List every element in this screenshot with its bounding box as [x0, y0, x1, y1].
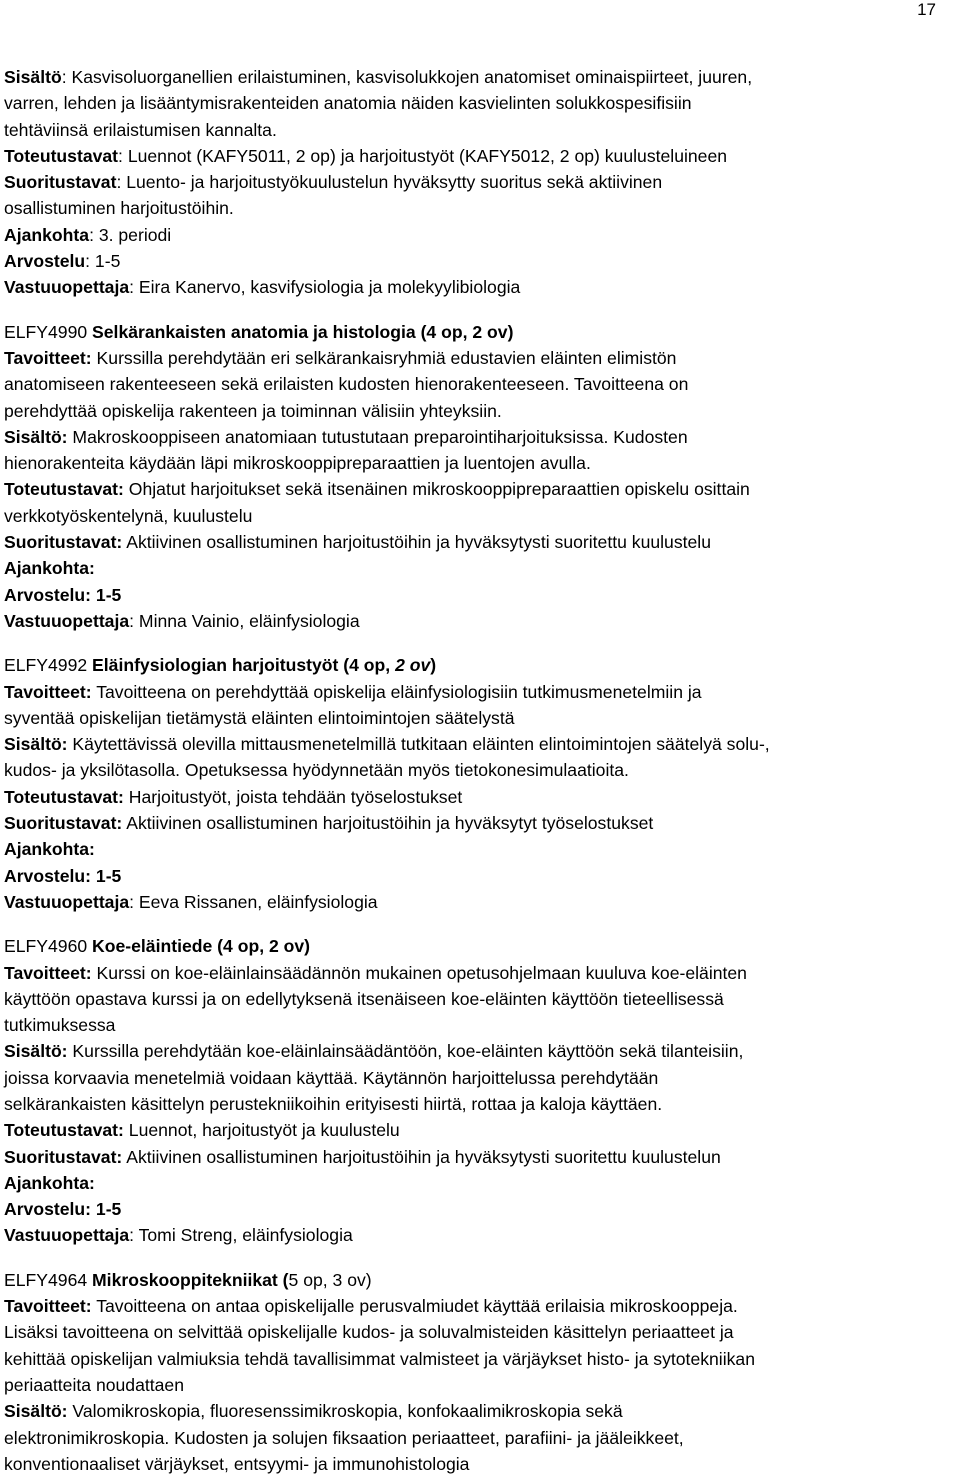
field-label-tavoitteet: Tavoitteet: — [4, 1296, 92, 1317]
course-elfy4990 — [4, 319, 956, 635]
content-line — [4, 169, 956, 195]
course-title-end: ) — [430, 655, 437, 676]
field-label-suoritustavat: Suoritustavat — [4, 172, 117, 193]
content-line — [4, 1293, 956, 1319]
content-line — [4, 1398, 956, 1424]
field-label-tavoitteet: Tavoitteet: — [4, 681, 92, 702]
content-line — [4, 1012, 956, 1038]
field-label-vastuuopettaja: Vastuuopettaja — [4, 891, 130, 912]
field-text: Aktiivinen osallistuminen harjoitustöihin ja hyväksytyt työselostukset — [122, 813, 654, 834]
course-heading — [4, 319, 956, 345]
field-label-ajankohta: Ajankohta — [4, 224, 90, 245]
content-line — [4, 1346, 956, 1372]
course-elfy4960 — [4, 933, 956, 1249]
course-title: Koe-eläintiede (4 op, 2 ov) — [92, 936, 311, 957]
field-text: kehittää opiskelijan valmiuksia tehdä tavallisimmat valmisteet ja värjäykset histo- ja sytotekniikan — [4, 1348, 755, 1369]
content-line — [4, 986, 956, 1012]
course-heading — [4, 1267, 956, 1293]
field-text: osallistuminen harjoitustöihin. — [4, 198, 234, 219]
content-line — [4, 1451, 956, 1477]
field-label-vastuuopettaja: Vastuuopettaja — [4, 1225, 130, 1246]
field-text: : Kasvisoluorganellien erilaistuminen, kasvisolukkojen anatomiset ominaispiirteet, juuren, — [61, 67, 753, 87]
course-title-credits: 5 op, 3 ov) — [288, 1269, 372, 1290]
field-label-ajankohta: Ajankohta: — [4, 1172, 95, 1193]
field-text: Tavoitteena on antaa opiskelijalle perusvalmiudet käyttää erilaisia mikroskooppeja. — [91, 1296, 738, 1317]
field-label-suoritustavat: Suoritustavat: — [4, 532, 123, 553]
field-label-sisalto: Sisältö — [4, 67, 62, 87]
field-text: : Luento- ja harjoitustyökuulustelun hyväksytty suoritus sekä aktiivinen — [116, 172, 663, 193]
field-text: varren, lehden ja lisääntymisrakenteiden anatomia näiden kasvielinten solukkospesifisiin — [4, 93, 692, 114]
field-label-sisalto: Sisältö: — [4, 734, 68, 755]
field-text: selkärankaisten käsittelyn perustekniikoihin erityisesti hiirtä, rottaa ja kaloja käyttäen. — [4, 1093, 663, 1114]
field-text: elektronimikroskopia. Kudosten ja solujen fiksaation periaatteet, parafiini- ja jääleikkeet, — [4, 1427, 684, 1448]
field-label-tavoitteet: Tavoitteet: — [4, 347, 92, 368]
field-text: verkkotyöskentelynä, kuulustelu — [4, 505, 253, 526]
field-label-ajankohta: Ajankohta: — [4, 558, 95, 579]
content-line — [4, 836, 956, 862]
content-line — [4, 731, 956, 757]
content-line — [4, 1091, 956, 1117]
field-text: joissa korvaavia menetelmiä voidaan käyttää. Käytännön harjoittelussa perehdytään — [4, 1067, 659, 1088]
course-heading — [4, 933, 956, 959]
content-line — [4, 1222, 956, 1248]
course-title: Eläinfysiologian harjoitustyöt (4 op, — [92, 655, 396, 676]
section-gap — [4, 1249, 956, 1267]
course-code: ELFY4964 — [4, 1269, 93, 1290]
field-label-arvostelu: Arvostelu: — [4, 865, 92, 886]
field-label-arvostelu: Arvostelu: — [4, 584, 92, 605]
content-line — [4, 424, 956, 450]
content-line — [4, 398, 956, 424]
field-text: Harjoitustyöt, joista tehdään työselostukset — [123, 786, 463, 807]
content-line — [4, 503, 956, 529]
field-text: Lisäksi tavoitteena on selvittää opiskelijalle kudos- ja soluvalmisteiden käsittelyn periaatteet ja — [4, 1322, 734, 1343]
content-line — [4, 1319, 956, 1345]
field-label-suoritustavat: Suoritustavat: — [4, 1146, 123, 1167]
field-label-arvostelu: Arvostelu — [4, 251, 86, 272]
course-elfy4992 — [4, 652, 956, 915]
course-code: ELFY4990 — [4, 321, 93, 342]
field-label-vastuuopettaja: Vastuuopettaja — [4, 610, 130, 631]
field-text: : Luennot (KAFY5011, 2 op) ja harjoitustyöt (KAFY5012, 2 op) kuulusteluineen — [118, 145, 728, 166]
course-title: Selkärankaisten anatomia ja histologia (4 op, 2 ov) — [92, 321, 514, 342]
field-text: käyttöön opastava kurssi ja on edellytyksenä itsenäiseen koe-eläinten käyttöön tieteellisessä — [4, 988, 724, 1009]
content-line — [4, 1038, 956, 1064]
section-gap — [4, 915, 956, 933]
content-line — [4, 143, 956, 169]
field-label-toteutustavat: Toteutustavat: — [4, 1120, 124, 1141]
field-text: : Tomi Streng, eläinfysiologia — [129, 1225, 353, 1246]
content-line — [4, 784, 956, 810]
field-text: : 3. periodi — [89, 224, 172, 245]
page-number: 17 — [917, 0, 936, 19]
content-line — [4, 64, 956, 90]
field-text: : Eira Kanervo, kasvifysiologia ja molekyylibiologia — [129, 277, 521, 298]
course-continuation — [4, 64, 956, 301]
field-text: Käytettävissä olevilla mittausmenetelmillä tutkitaan eläinten elintoimintojen säätelyä solu-, — [67, 734, 770, 755]
content-line — [4, 705, 956, 731]
field-text: perehdyttää opiskelija rakenteen ja toiminnan välisiin yhteyksiin. — [4, 400, 502, 421]
content-line — [4, 960, 956, 986]
content-line — [4, 889, 956, 915]
field-text: : 1-5 — [85, 251, 121, 272]
field-text: kudos- ja yksilötasolla. Opetuksessa hyödynnetään myös tietokonesimulaatioita. — [4, 760, 629, 781]
content-line — [4, 222, 956, 248]
field-text: 1-5 — [91, 1199, 122, 1220]
content-line — [4, 1117, 956, 1143]
content-line — [4, 863, 956, 889]
content-line — [4, 90, 956, 116]
field-text: Kurssilla perehdytään eri selkärankaisryhmiä edustavien eläinten elimistön — [91, 347, 677, 368]
content-line — [4, 345, 956, 371]
field-text: Valomikroskopia, fluoresenssimikroskopia, konfokaalimikroskopia sekä — [67, 1401, 623, 1422]
content-line — [4, 371, 956, 397]
field-text: anatomiseen rakenteeseen sekä erilaisten kudosten hienorakenteeseen. Tavoitteena on — [4, 374, 689, 395]
content-line — [4, 1425, 956, 1451]
field-text: syventää opiskelijan tietämystä eläinten elintoimintojen säätelystä — [4, 707, 515, 728]
section-gap — [4, 634, 956, 652]
field-text: tehtäviinsä erilaistumisen kannalta. — [4, 119, 277, 140]
content-line — [4, 810, 956, 836]
content-line — [4, 1196, 956, 1222]
field-text: Aktiivinen osallistuminen harjoitustöihin ja hyväksytysti suoritettu kuulustelu — [122, 532, 711, 553]
field-text: Tavoitteena on perehdyttää opiskelija eläinfysiologisiin tutkimusmenetelmiin ja — [91, 681, 702, 702]
field-label-sisalto: Sisältö: — [4, 1401, 68, 1422]
field-text: : Eeva Rissanen, eläinfysiologia — [129, 891, 378, 912]
course-elfy4964 — [4, 1267, 956, 1477]
content-line — [4, 476, 956, 502]
course-code: ELFY4992 — [4, 655, 93, 676]
content-line — [4, 248, 956, 274]
content-line — [4, 555, 956, 581]
document-body — [4, 64, 956, 1477]
content-line — [4, 450, 956, 476]
content-line — [4, 195, 956, 221]
field-label-suoritustavat: Suoritustavat: — [4, 813, 123, 834]
content-line — [4, 529, 956, 555]
field-label-toteutustavat: Toteutustavat: — [4, 786, 124, 807]
course-code: ELFY4960 — [4, 936, 93, 957]
course-title-italic: 2 ov — [395, 655, 431, 676]
content-line — [4, 1170, 956, 1196]
content-line — [4, 1144, 956, 1170]
course-title: Mikroskooppitekniikat ( — [92, 1269, 289, 1290]
content-line — [4, 1065, 956, 1091]
field-text: Kurssi on koe-eläinlainsäädännön mukainen opetusohjelmaan kuuluva koe-eläinten — [91, 962, 747, 983]
field-label-ajankohta: Ajankohta: — [4, 839, 95, 860]
content-line — [4, 1372, 956, 1398]
field-text: tutkimuksessa — [4, 1015, 116, 1036]
field-label-toteutustavat: Toteutustavat — [4, 145, 119, 166]
section-gap — [4, 301, 956, 319]
content-line — [4, 582, 956, 608]
field-text: Luennot, harjoitustyöt ja kuulustelu — [123, 1120, 400, 1141]
content-line — [4, 274, 956, 300]
content-line — [4, 117, 956, 143]
field-text: 1-5 — [91, 584, 122, 605]
field-text: Makroskooppiseen anatomiaan tutustutaan preparointiharjoituksissa. Kudosten — [67, 426, 688, 447]
content-line — [4, 679, 956, 705]
field-label-tavoitteet: Tavoitteet: — [4, 962, 92, 983]
field-label-vastuuopettaja: Vastuuopettaja — [4, 277, 130, 298]
field-label-toteutustavat: Toteutustavat: — [4, 479, 124, 500]
field-text: 1-5 — [91, 865, 122, 886]
content-line — [4, 608, 956, 634]
field-label-sisalto: Sisältö: — [4, 1041, 68, 1062]
field-text: periaatteita noudattaen — [4, 1374, 184, 1395]
field-text: hienorakenteita käydään läpi mikroskooppipreparaattien ja luentojen avulla. — [4, 453, 591, 474]
field-label-sisalto: Sisältö: — [4, 426, 68, 447]
field-label-arvostelu: Arvostelu: — [4, 1199, 92, 1220]
content-line — [4, 757, 956, 783]
field-text: Ohjatut harjoitukset sekä itsenäinen mikroskooppipreparaattien opiskelu osittain — [123, 479, 750, 500]
field-text: Kurssilla perehdytään koe-eläinlainsäädäntöön, koe-eläinten käyttöön sekä tilanteisiin, — [67, 1041, 744, 1062]
course-heading — [4, 652, 956, 678]
field-text: : Minna Vainio, eläinfysiologia — [129, 610, 360, 631]
field-text: konventionaaliset värjäykset, entsyymi- ja immunohistologia — [4, 1453, 470, 1474]
field-text: Aktiivinen osallistuminen harjoitustöihin ja hyväksytysti suoritettu kuulustelun — [122, 1146, 721, 1167]
